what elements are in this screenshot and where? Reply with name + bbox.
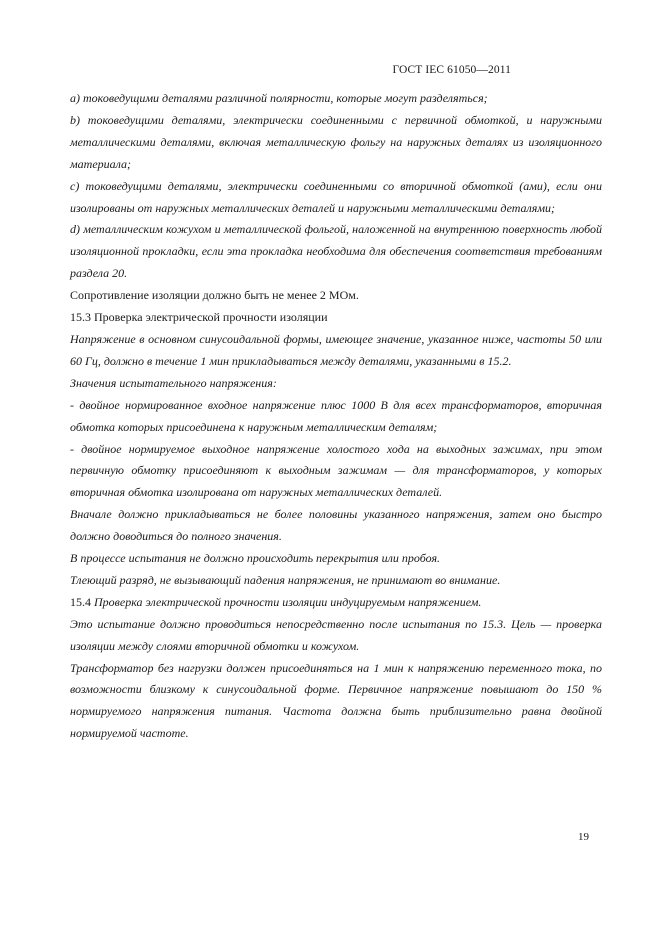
paragraph-initial-voltage: Вначале должно прикладываться не более половины указанного напряжения, затем оно быстро должно доводиться до полного значения. [70,507,602,544]
paragraph-item-c: c) токоведущими деталями, электрически соединенными со вторичной обмоткой (ами), если они изолированы от наружных металлических деталей и наружными металлическими деталями; [70,178,602,215]
paragraph-voltage-test: Напряжение в основном синусоидальной формы, имеющее значение, указанное ниже, частоты 50 или 60 Гц, должно в течение 1 мин прикладываться между деталями, указанными в 15.2. [70,331,602,368]
paragraph-insulation-resistance: Сопротивление изоляции должно быть не менее 2 МОм. [70,288,359,303]
document-body [72,88,602,745]
paragraph-item-d: d) металлическим кожухом и металлической фольгой, наложенной на внутреннюю поверхность любой изоляционной прокладки, если эта прокладка необходима для обеспечения соответствия требованиям раздела 20. [70,222,602,281]
section-title-15-4: Проверка электрической прочности изоляции индуцируемым напряжением. [94,594,482,609]
section-heading-15-4 [70,592,602,614]
paragraph-test-voltage-values: Значения испытательного напряжения: [70,375,277,390]
list-item-double-output-voltage: - двойное нормируемое выходное напряжение холостого хода на выходных зажимах, при этом первичную обмотку присоединяют к выходным зажимам — для трансформаторов, у которых вторичная обмотка изолирована от наружных металлических деталей. [70,441,602,500]
page-number: 19 [578,831,589,843]
paragraph-test-purpose: Это испытание должно проводиться непосредственно после испытания по 15.3. Цель — проверка изоляции между слоями вторичной обмотки и кожухом. [70,616,602,653]
section-heading-15-3: 15.3 Проверка электрической прочности изоляции [70,310,328,325]
document-code-header: ГОСТ IEC 61050—2011 [392,64,511,76]
paragraph-item-a: a) токоведущими деталями различной полярности, которые могут разделяться; [70,91,488,105]
list-item-double-input-voltage: - двойное нормированное входное напряжение плюс 1000 В для всех трансформаторов, вторичная обмотка которых присоединена к наружным металлическим деталям; [70,397,602,434]
section-number-15-4: 15.4 [70,594,94,609]
paragraph-item-b: b) токоведущими деталями, электрически соединенными с первичной обмоткой, и наружными металлическими деталями, включая металлическую фольгу на наружных деталях из изоляционного материала; [70,112,602,171]
paragraph-glow-discharge: Тлеющий разряд, не вызывающий падения напряжения, не принимают во внимание. [70,572,501,587]
paragraph-no-breakdown: В процессе испытания не должно происходить перекрытия или пробоя. [70,551,441,566]
paragraph-transformer-test: Трансформатор без нагрузки должен присоединяться на 1 мин к напряжению переменного тока, по возможности близкому к синусоидальной форме. Первичное напряжение повышают до 150 % нормируемого напряжения питания. Частота должна быть приблизительно равна двойной нормируемой частоте. [70,660,602,741]
